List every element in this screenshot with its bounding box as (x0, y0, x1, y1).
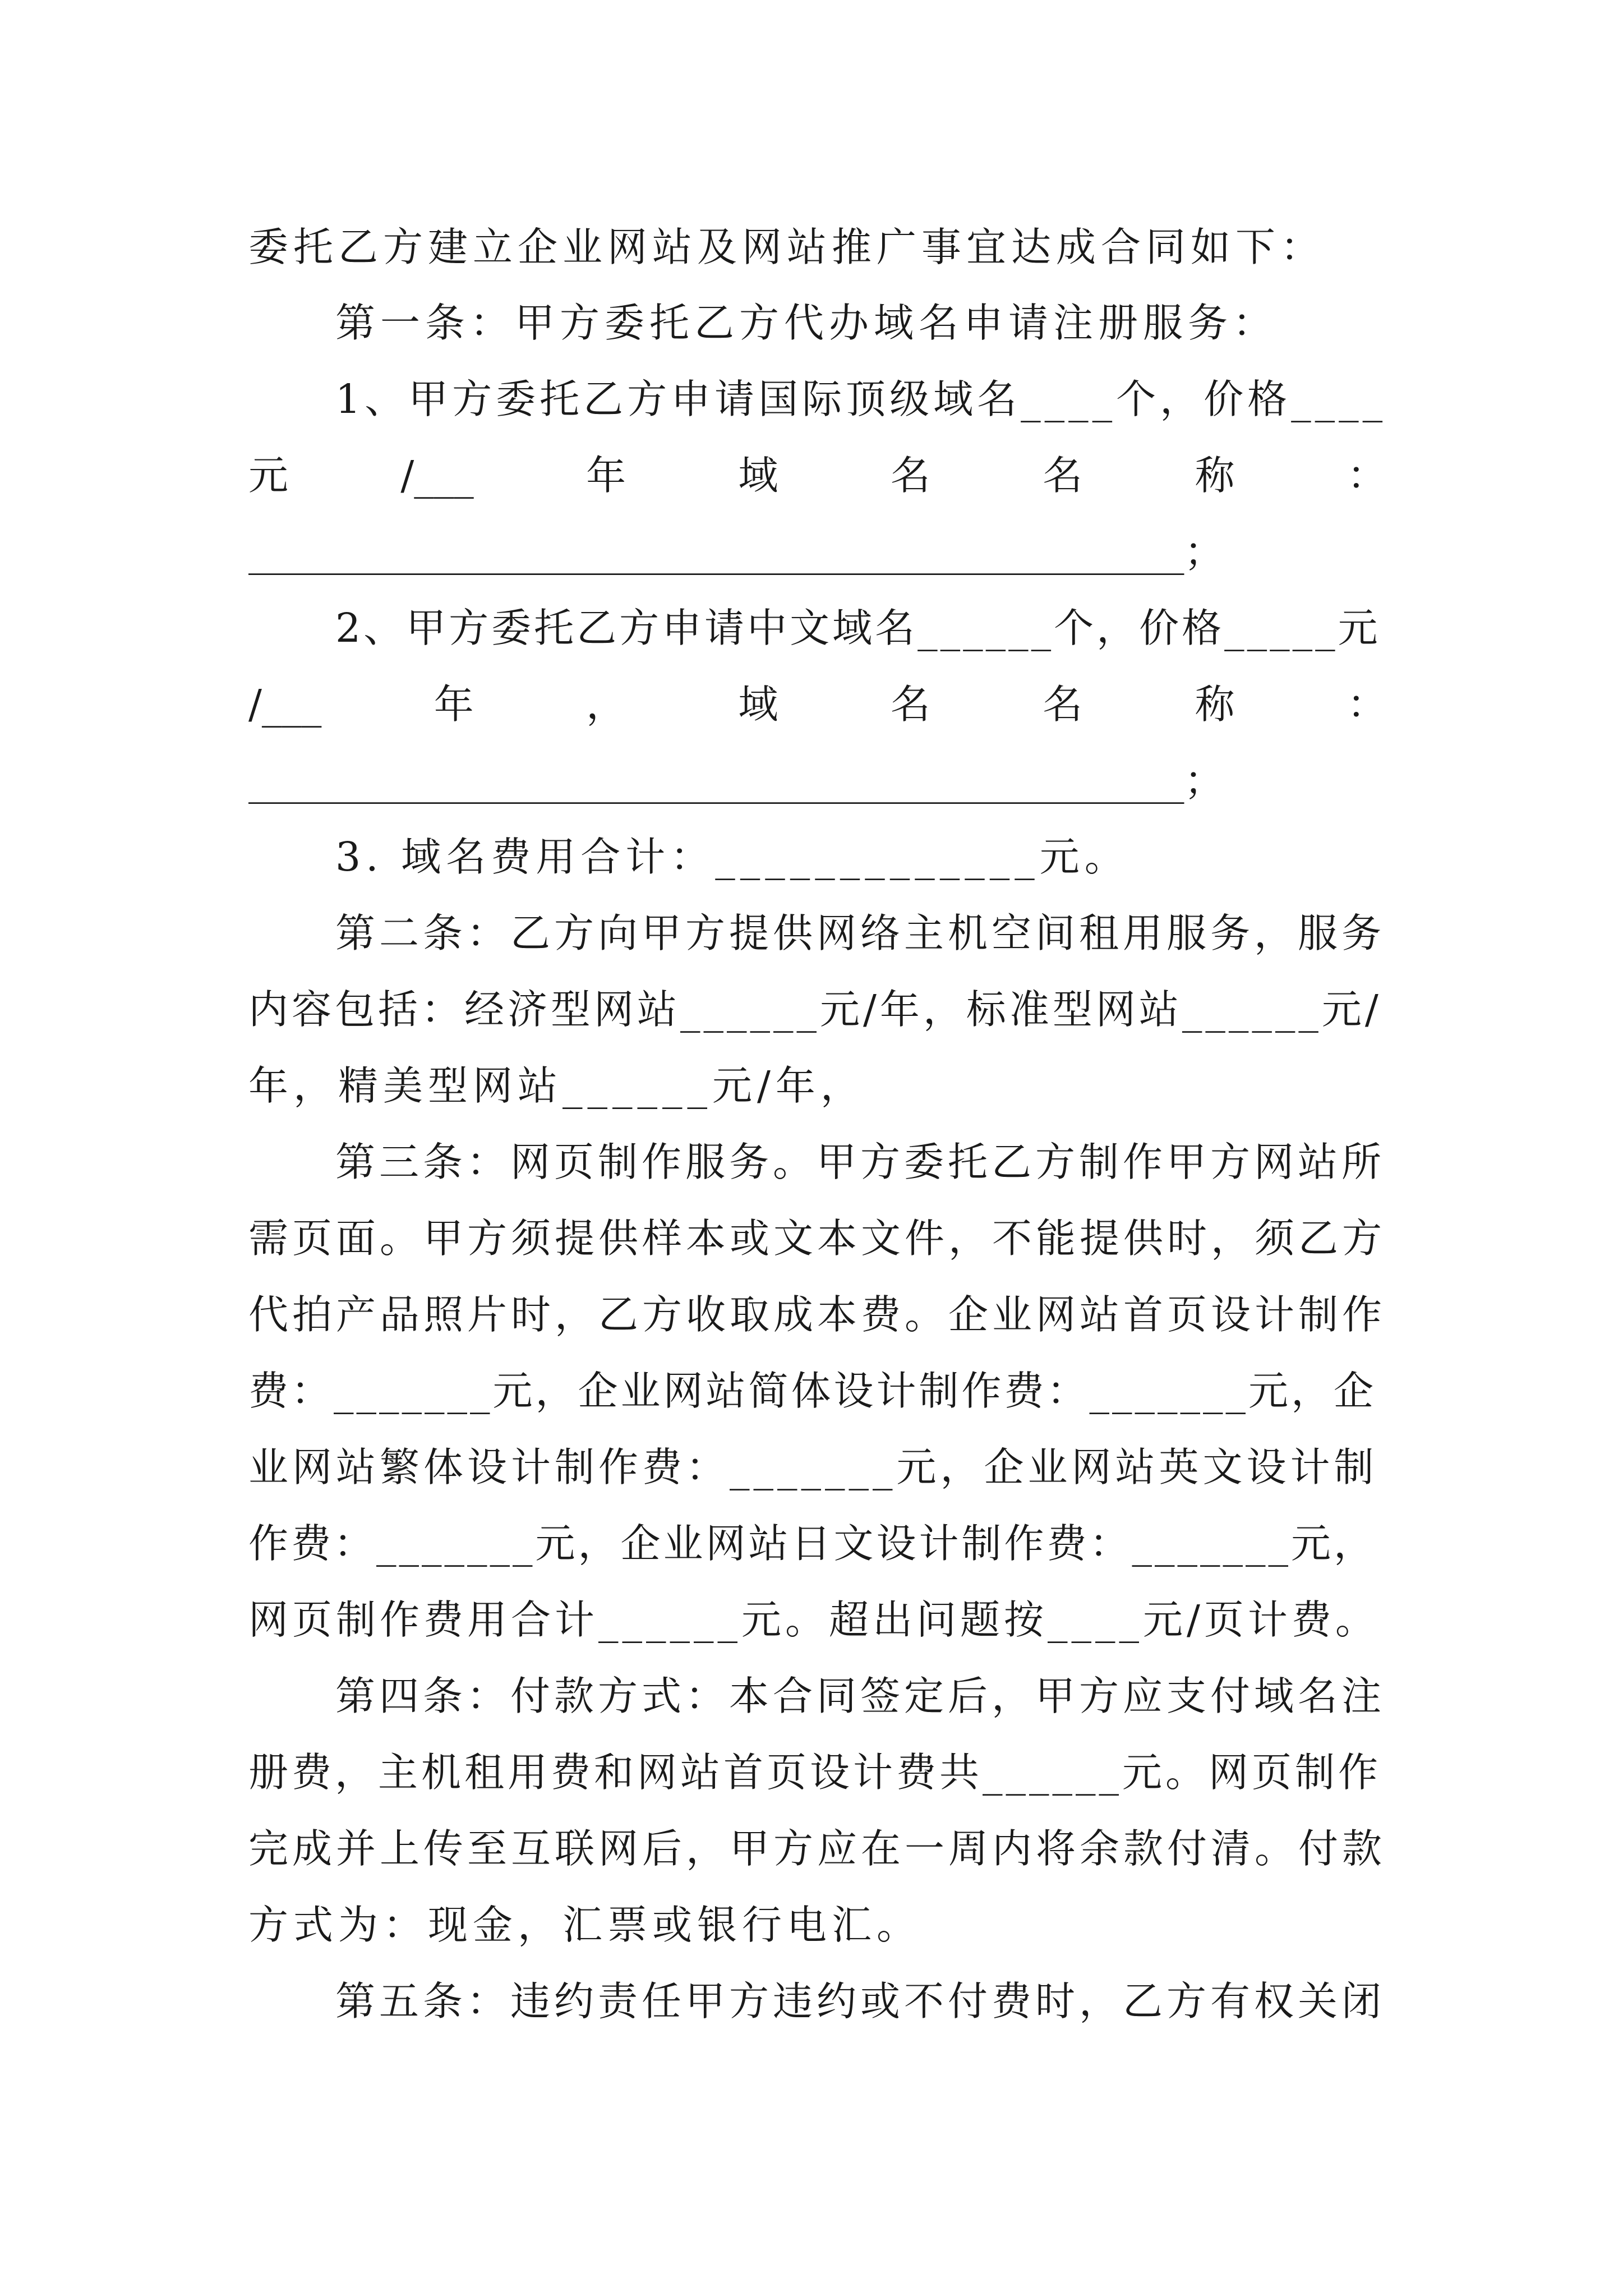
text-fragment: 域 (738, 452, 778, 499)
article-heading: 第二条：乙方向甲方提供网络主机空间租用服务，服务 (335, 910, 1386, 956)
text-line: 代拍产品照片时，乙方收取成本费。企业网站首页设计制作 (248, 1291, 1386, 1338)
text-fragment: 域 (738, 681, 778, 728)
text-line: 内容包括：经济型网站______元/年，标准型网站______元/ (248, 986, 1382, 1033)
text-line: 需页面。甲方须提供样本或文本文件，不能提供时，须乙方 (248, 1215, 1386, 1262)
justified-line (248, 681, 1387, 728)
text-line: 作费：_______元，企业网站日文设计制作费：_______元， (248, 1520, 1377, 1567)
text-fragment: ： (1347, 452, 1387, 499)
text-line: 费：_______元，企业网站简体设计制作费：_______元，企 (248, 1368, 1377, 1414)
text-line: 册费，主机租用费和网站首页设计费共______元。网页制作 (248, 1749, 1382, 1796)
text-line: 委托乙方建立企业网站及网站推广事宜达成合同如下： (248, 224, 1326, 270)
article-heading: 第三条：网页制作服务。甲方委托乙方制作甲方网站所 (335, 1139, 1386, 1185)
text-line: 2、甲方委托乙方申请中文域名______个，价格_____元 (335, 605, 1381, 651)
text-line: 3. 域名费用合计：_____________元。 (335, 834, 1129, 880)
article-heading: 第四条：付款方式：本合同签定后，甲方应支付域名注 (335, 1673, 1386, 1719)
blank-fill-line: _______________________________________________； (248, 528, 1224, 575)
text-fragment: 元 (248, 452, 289, 499)
text-fragment: 称 (1195, 452, 1235, 499)
text-line: 完成并上传至互联网后，甲方应在一周内将余款付清。付款 (248, 1825, 1386, 1872)
text-line: 年，精美型网站______元/年， (248, 1062, 865, 1109)
text-fragment: 称 (1195, 681, 1235, 728)
text-line: 1、甲方委托乙方申请国际顶级域名____个，价格____ (335, 376, 1387, 422)
text-fragment: /___ (400, 452, 474, 499)
text-fragment: 名 (1043, 452, 1083, 499)
text-fragment: 名 (890, 452, 930, 499)
text-fragment: ， (586, 681, 626, 728)
text-line: 业网站繁体设计制作费：_______元，企业网站英文设计制 (248, 1444, 1378, 1490)
text-line: 网页制作费用合计______元。超出问题按____元/页计费。 (248, 1596, 1379, 1643)
text-fragment: 年 (586, 452, 626, 499)
justified-line (248, 452, 1387, 499)
text-fragment: 名 (1043, 681, 1083, 728)
text-fragment: 名 (890, 681, 930, 728)
article-heading: 第五条：违约责任甲方违约或不付费时，乙方有权关闭 (335, 1978, 1386, 2024)
blank-fill-line: _______________________________________________； (248, 757, 1224, 804)
article-heading: 第一条：甲方委托乙方代办域名申请注册服务： (335, 300, 1278, 346)
text-fragment: 年 (434, 681, 474, 728)
text-fragment: /___ (248, 681, 322, 728)
text-fragment: ： (1347, 681, 1387, 728)
text-line: 方式为：现金，汇票或银行电汇。 (248, 1902, 922, 1948)
